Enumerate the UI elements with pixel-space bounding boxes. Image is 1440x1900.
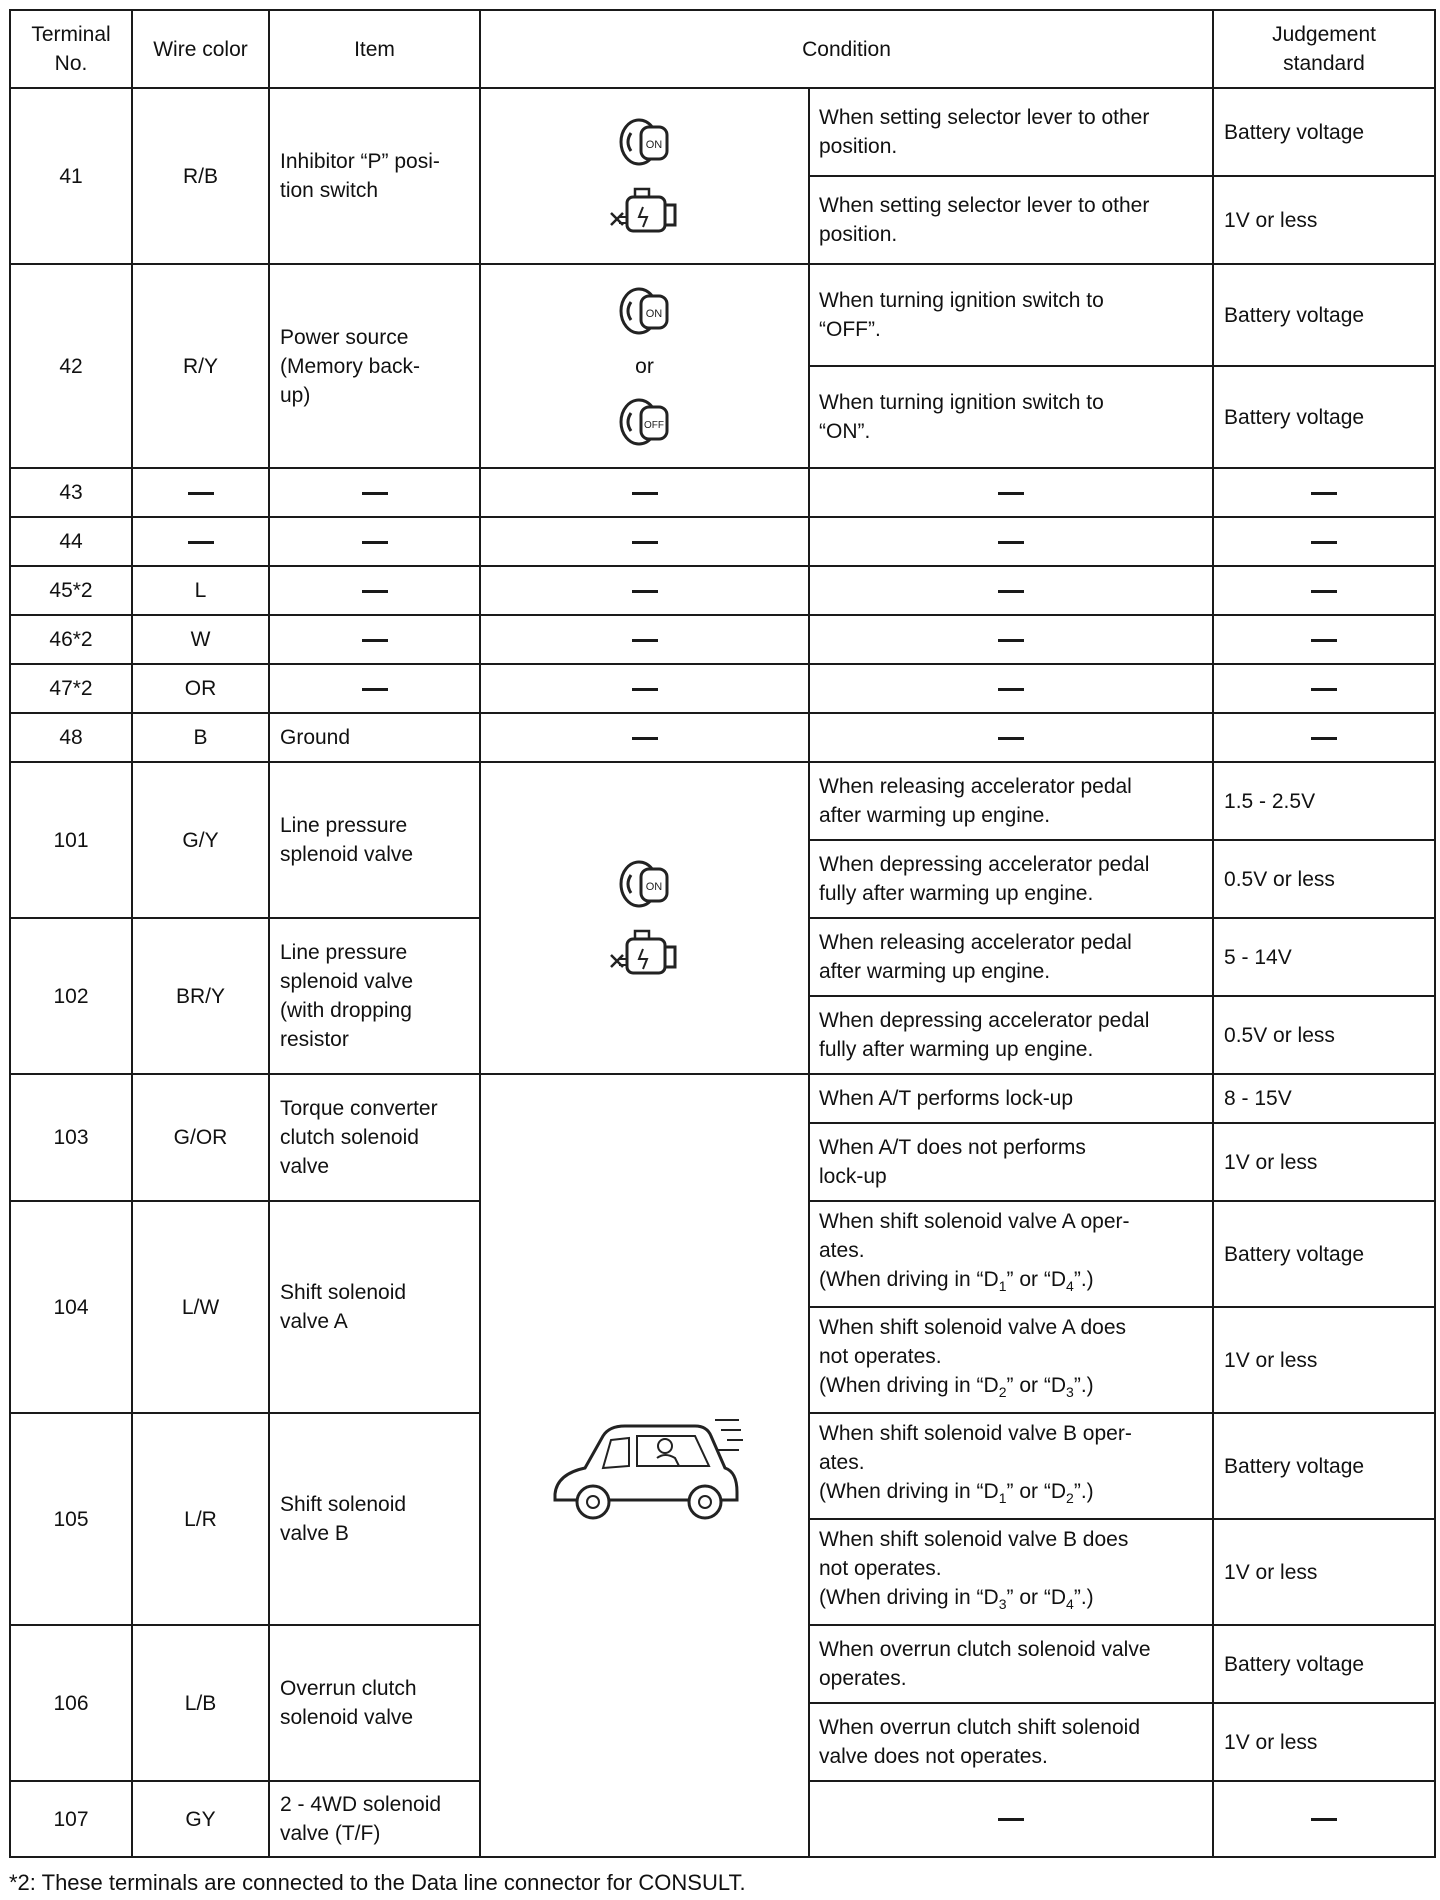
dash-mark [1311,541,1337,544]
condition-icon-cell [480,713,809,762]
item-cell [269,566,480,615]
wire-color-cell: L/W [132,1201,269,1413]
item-cell: Overrun clutch solenoid valve [269,1625,480,1781]
judgement-cell: Battery voltage [1213,1625,1435,1703]
table-row [10,762,1435,840]
judgement-cell [1213,468,1435,517]
condition-icon-cell [480,615,809,664]
header-judgement: Judgement standard [1213,10,1435,88]
judgement-cell: Battery voltage [1213,366,1435,468]
header-item: Item [269,10,480,88]
judgement-cell: Battery voltage [1213,1201,1435,1307]
terminal-cell: 101 [10,762,132,918]
terminal-cell: 43 [10,468,132,517]
table-row [10,88,1435,176]
dash-mark [998,688,1024,691]
terminal-cell: 45*2 [10,566,132,615]
dash-mark [998,639,1024,642]
table-row [10,517,1435,566]
item-cell: 2 - 4WD solenoid valve (T/F) [269,1781,480,1857]
wire-color-cell: R/B [132,88,269,264]
condition-text-cell: When setting selector lever to other position. [809,176,1213,264]
judgement-cell [1213,713,1435,762]
dash-mark [1311,1818,1337,1821]
condition-text-cell: When shift solenoid valve B oper- ates. (When driving in “$D_1$” or “$D_2$”.) [809,1413,1213,1519]
terminal-cell: 106 [10,1625,132,1781]
or-label: or [635,354,654,378]
condition-text-cell: When A/T does not performs lock-up [809,1123,1213,1201]
header-wire-color: Wire color [132,10,269,88]
judgement-cell [1213,615,1435,664]
condition-text-cell: When setting selector lever to other position. [809,88,1213,176]
condition-text-cell [809,664,1213,713]
wire-color-cell: W [132,615,269,664]
header-condition: Condition [480,10,1213,88]
table-row [10,713,1435,762]
item-cell: Inhibitor “P” posi- tion switch [269,88,480,264]
dash-mark [998,590,1024,593]
terminal-table-wrapper [9,9,1434,1858]
judgement-cell: 0.5V or less [1213,840,1435,918]
condition-text-cell: When shift solenoid valve A does not operates. (When driving in “$D_2$” or “$D_3$”.) [809,1307,1213,1413]
svg-text:OFF: OFF [643,419,664,431]
terminal-cell: 41 [10,88,132,264]
condition-text-cell: When depressing accelerator pedal fully after warming up engine. [809,996,1213,1074]
judgement-cell: 1V or less [1213,1703,1435,1781]
condition-text-cell [809,517,1213,566]
terminal-table [9,9,1436,1858]
wire-color-cell: BR/Y [132,918,269,1074]
judgement-cell: 1V or less [1213,1307,1435,1413]
judgement-cell: 1V or less [1213,1123,1435,1201]
condition-icon-cell [480,762,809,1074]
terminal-cell: 46*2 [10,615,132,664]
judgement-cell: 5 - 14V [1213,918,1435,996]
judgement-cell: 1V or less [1213,1519,1435,1625]
judgement-cell [1213,517,1435,566]
engine-running-icon [605,183,685,241]
dash-mark [188,541,214,544]
wire-color-cell: GY [132,1781,269,1857]
terminal-cell: 105 [10,1413,132,1625]
dash-mark [632,590,658,593]
header-terminal: Terminal No. [10,10,132,88]
wire-color-cell: L [132,566,269,615]
dash-mark [362,541,388,544]
condition-text-cell: When overrun clutch shift solenoid valve does not operates. [809,1703,1213,1781]
dash-mark [632,492,658,495]
condition-text-cell: When depressing accelerator pedal fully after warming up engine. [809,840,1213,918]
condition-icon-cell [809,1781,1213,1857]
judgement-cell: Battery voltage [1213,264,1435,366]
dash-mark [362,688,388,691]
dash-mark [362,590,388,593]
item-cell [269,517,480,566]
header-row [10,10,1435,88]
footnote: *2: These terminals are connected to the Data line connector for CONSULT. [9,1870,746,1895]
judgement-cell: 1.5 - 2.5V [1213,762,1435,840]
wire-color-cell [132,517,269,566]
wire-color-cell: B [132,713,269,762]
item-cell: Ground [269,713,480,762]
judgement-cell: 0.5V or less [1213,996,1435,1074]
ignition-key-off-icon [615,391,675,453]
item-cell: Line pressure splenoid valve (with dropping resistor [269,918,480,1074]
condition-text-cell: When releasing accelerator pedal after warming up engine. [809,918,1213,996]
terminal-cell: 102 [10,918,132,1074]
judgement-cell: Battery voltage [1213,1413,1435,1519]
wire-color-cell: L/B [132,1625,269,1781]
condition-text-cell: When shift solenoid valve B does not operates. (When driving in “$D_3$” or “$D_4$”.) [809,1519,1213,1625]
dash-mark [1311,492,1337,495]
dash-mark [188,492,214,495]
wire-color-cell: OR [132,664,269,713]
condition-icon-cell [480,88,809,264]
terminal-cell: 42 [10,264,132,468]
svg-text:ON: ON [645,139,662,151]
dash-mark [1311,688,1337,691]
table-row [10,615,1435,664]
dash-mark [632,639,658,642]
condition-text-cell: When turning ignition switch to “OFF”. [809,264,1213,366]
dash-mark [998,737,1024,740]
item-cell: Torque converter clutch solenoid valve [269,1074,480,1201]
ignition-key-on-icon [615,853,675,915]
dash-mark [998,541,1024,544]
condition-text-cell: When shift solenoid valve A oper- ates. (When driving in “$D_1$” or “$D_4$”.) [809,1201,1213,1307]
dash-mark [632,688,658,691]
item-cell [269,468,480,517]
terminal-cell: 48 [10,713,132,762]
condition-text-cell: When turning ignition switch to “ON”. [809,366,1213,468]
table-row [10,1074,1435,1123]
condition-text-cell [809,468,1213,517]
engine-running-icon [605,925,685,983]
condition-text-cell: When A/T performs lock-up [809,1074,1213,1123]
condition-text-cell: When overrun clutch solenoid valve operates. [809,1625,1213,1703]
table-row [10,468,1435,517]
item-cell: Shift solenoid valve B [269,1413,480,1625]
judgement-cell: 1V or less [1213,176,1435,264]
condition-icon-cell [480,566,809,615]
condition-icon-cell [480,264,809,468]
dash-mark [632,737,658,740]
condition-icon-cell [480,468,809,517]
ignition-key-on-icon [615,111,675,173]
dash-mark [362,639,388,642]
terminal-cell: 107 [10,1781,132,1857]
judgement-cell [1213,664,1435,713]
dash-mark [1311,737,1337,740]
condition-text-cell [809,713,1213,762]
table-row [10,566,1435,615]
condition-text-cell: When releasing accelerator pedal after warming up engine. [809,762,1213,840]
item-cell: Power source (Memory back- up) [269,264,480,468]
terminal-cell: 104 [10,1201,132,1413]
dash-mark [632,541,658,544]
condition-icon-cell [480,517,809,566]
item-cell: Shift solenoid valve A [269,1201,480,1413]
wire-color-cell [132,468,269,517]
wire-color-cell: G/OR [132,1074,269,1201]
condition-text-cell [809,615,1213,664]
svg-text:ON: ON [645,881,662,893]
car-driving-icon [545,1396,745,1536]
dash-mark [1311,590,1337,593]
condition-text-cell [1213,1781,1435,1857]
table-row [10,664,1435,713]
table-row [10,264,1435,366]
condition-icon-cell [480,664,809,713]
dash-mark [998,1818,1024,1821]
wire-color-cell: G/Y [132,762,269,918]
judgement-cell: Battery voltage [1213,88,1435,176]
item-cell [269,664,480,713]
wire-color-cell: R/Y [132,264,269,468]
terminal-cell: 44 [10,517,132,566]
terminal-cell: 47*2 [10,664,132,713]
svg-text:ON: ON [645,307,662,320]
judgement-cell: 8 - 15V [1213,1074,1435,1123]
condition-text-cell [809,566,1213,615]
item-cell [269,615,480,664]
wire-color-cell: L/R [132,1413,269,1625]
ignition-key-on-icon [615,280,675,342]
judgement-cell [1213,566,1435,615]
condition-icon-cell [480,1074,809,1857]
terminal-cell: 103 [10,1074,132,1201]
item-cell: Line pressure splenoid valve [269,762,480,918]
dash-mark [1311,639,1337,642]
dash-mark [998,492,1024,495]
dash-mark [362,492,388,495]
